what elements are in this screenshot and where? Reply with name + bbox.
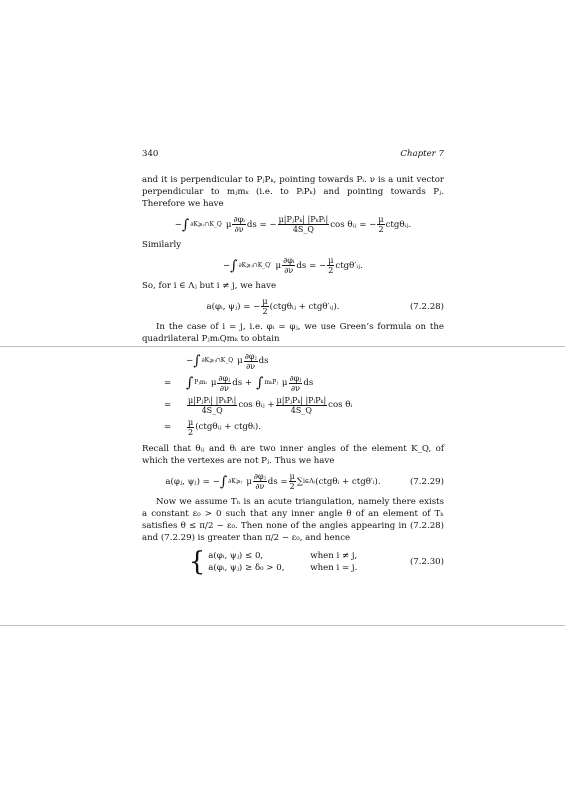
equation-boundary-integral-1: − ∫ ∂K⩾ⱼ∩K_Q μ $\frac{\text{∂φᵢ}}{\partial\nu}$ ds = − $\frac{\text{μ|PⱼPₖ| |PₖPᵢ|}}{4S\_Q}$ cos θᵢⱼ = − $\frac{\mu}{2}$ ctgθᵢⱼ.	[174, 215, 412, 234]
paragraph-3: In the case of i = j, i.e. φᵢ = φⱼ, we use Green’s formula on the quadrilateral PⱼmᵢQmₖ to obtain	[142, 322, 444, 344]
equation-number: (7.2.28)	[409, 301, 444, 312]
equation-7-2-30: { a(φᵢ, ψⱼ) ≤ 0, when i ≠ j, a(φᵢ, ψⱼ) ≥ δ₀ > 0, when i = j. (7.2.30)	[188, 547, 444, 577]
paragraph-5: Now we assume Tₕ is an acute triangulation, namely there exists a constant ε₀ > 0 such that any inner angle θ of an element of Tₕ satisfies θ ≤ π/2 − ε₀. Then none of the angles appearing in (7.2.28) and (7.2.29) is greater than π/2 − ε₀, and hence	[142, 497, 444, 543]
equation-green-formula: − ∫ ∂K⩾ⱼ∩K_Q μ $\frac{\text{∂φⱼ}}{\partial\nu}$ ds = ∫ Pⱼmᵢ μ $\frac{\text{∂φⱼ}}{\partial\nu}$ ds + ∫ mₖPⱼ μ $\frac{\text{∂φⱼ}}{\partial\nu}$ ds = $\frac{\text{μ|PⱼPᵢ| |PₖPᵢ|}}{4S\_Q}$ cos θᵢⱼ + $\frac{\text{μ|PⱼPₖ| |PᵢPₖ|}}{4S\_Q}$ cos θᵢ = $\frac{\mu}{2}$ (ctgθᵢⱼ + ctgθᵢ).	[164, 351, 353, 437]
scan-bottom-rule	[0, 625, 565, 626]
book-page	[142, 148, 444, 580]
paragraph-2: So, for i ∈ Λⱼ but i ≠ j, we have	[142, 281, 277, 291]
equation-7-2-28: a(φᵢ, ψⱼ) = − $\frac{\mu}{2}$ (ctgθᵢⱼ + ctgθ′ᵢⱼ). (7.2.28)	[206, 297, 444, 316]
paragraph-1: and it is perpendicular to PⱼPₖ, pointing towards Pᵢ. ν is a unit vector perpendicular to mⱼmₖ (i.e. to PᵢPₖ) and pointing towards Pⱼ. Therefore we have	[142, 175, 444, 209]
paragraph-4: Recall that θᵢⱼ and θᵢ are two inner angles of the element K_Q, of which the vertexes are not Pⱼ. Thus we have	[142, 444, 444, 466]
chapter-title: Chapter 7	[400, 149, 444, 159]
equation-number: (7.2.29)	[409, 476, 444, 487]
equation-number: (7.2.30)	[409, 557, 444, 567]
page-number: 340	[142, 149, 159, 159]
equation-7-2-29: a(φⱼ, ψⱼ) = − ∫ ∂K⩾ⱼ μ $\frac{\text{∂φⱼ}}{\partial\nu}$ ds = $\frac{\mu}{2}$ ∑ i∈Λⱼ (ctgθᵢ + ctgθ′ᵢ). (7.2.29)	[165, 472, 444, 491]
similarly-text: Similarly	[142, 240, 182, 250]
equation-boundary-integral-2: − ∫ ∂K⩾ⱼ∩K_Q′ μ $\frac{\text{∂φᵢ}}{\partial\nu}$ ds = − $\frac{\mu}{2}$ ctgθ′ᵢⱼ.	[222, 256, 364, 275]
running-header	[142, 148, 444, 160]
